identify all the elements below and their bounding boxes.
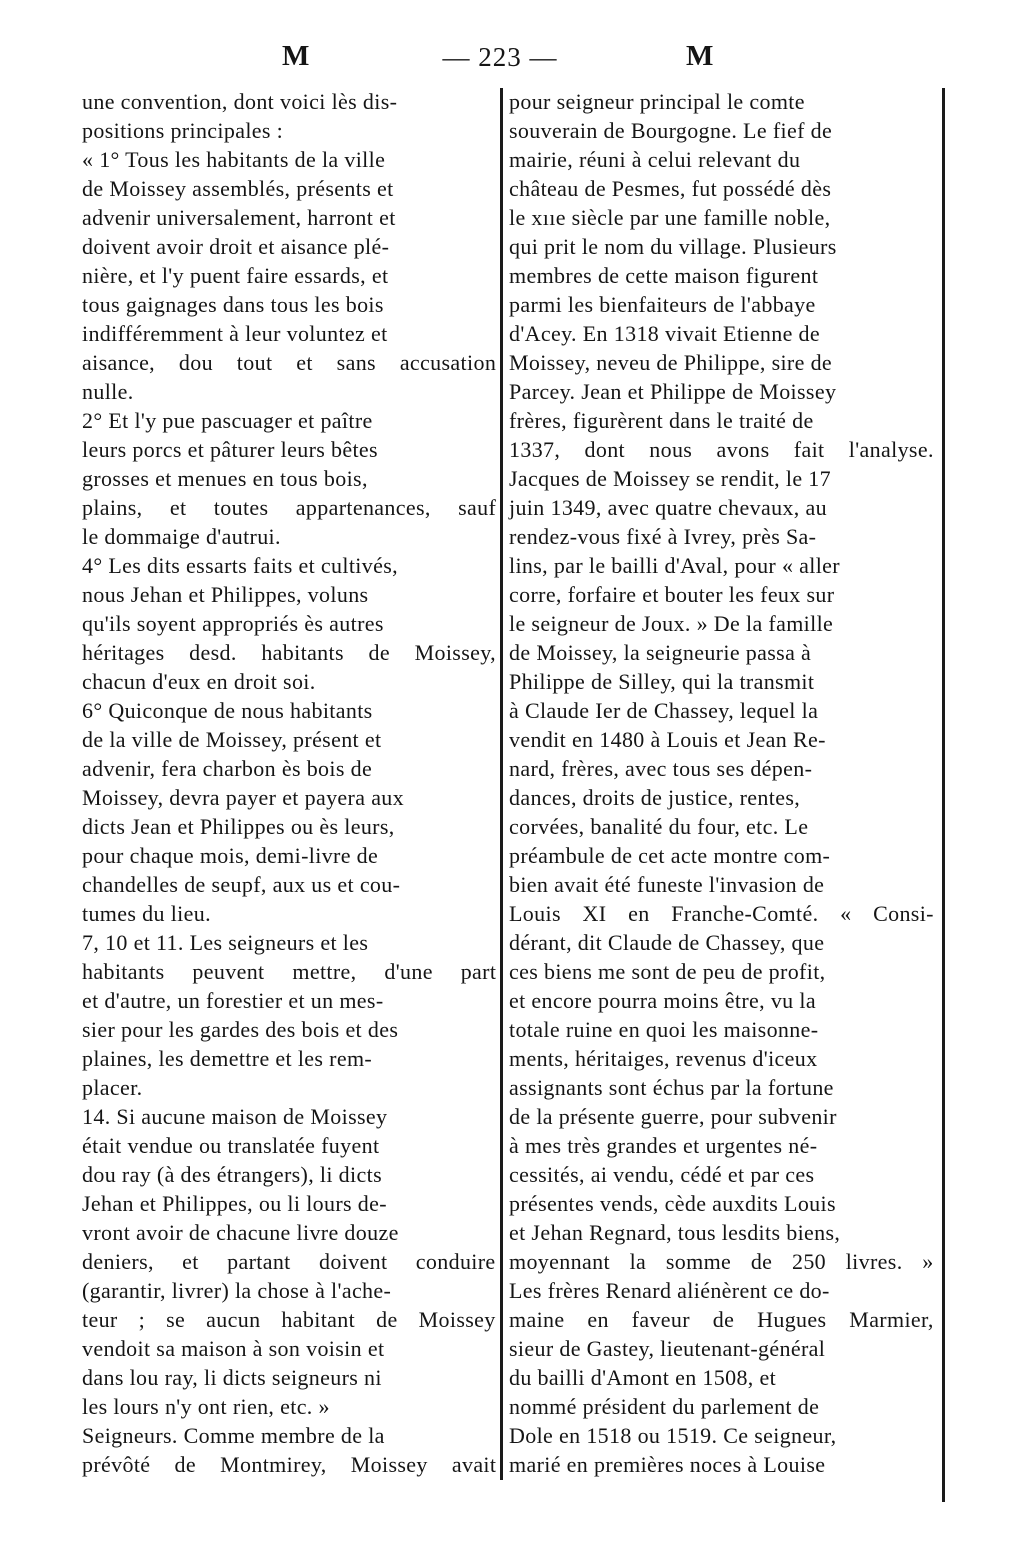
- running-head-left: M: [282, 40, 310, 72]
- text-line: assignants sont échus par la fortune: [509, 1075, 834, 1100]
- right-text-column: [509, 87, 934, 1479]
- text-line: moyennant la somme de 250 livres. »: [509, 1249, 934, 1274]
- text-line: cessités, ai vendu, cédé et par ces: [509, 1162, 815, 1187]
- text-line: tumes du lieu.: [82, 901, 211, 926]
- left-text-column: [82, 87, 496, 1479]
- text-line: pour chaque mois, demi-livre de: [82, 843, 379, 868]
- text-line: chacun d'eux en droit soi.: [82, 669, 316, 694]
- text-line: présentes vends, cède auxdits Louis: [509, 1191, 836, 1216]
- text-line: indifféremment à leur voluntez et: [82, 321, 388, 346]
- text-line: Parcey. Jean et Philippe de Moissey: [509, 379, 837, 404]
- text-line: et encore pourra moins être, vu la: [509, 988, 816, 1013]
- text-line: pour seigneur principal le comte: [509, 89, 805, 114]
- text-line: ments, héritaiges, revenus d'iceux: [509, 1046, 818, 1071]
- text-line: le seigneur de Joux. » De la famille: [509, 611, 834, 636]
- text-line: maine en faveur de Hugues Marmier,: [509, 1307, 934, 1332]
- text-line: 14. Si aucune maison de Moissey: [82, 1104, 388, 1129]
- text-line: sier pour les gardes des bois et des: [82, 1017, 399, 1042]
- text-line: lins, par le bailli d'Aval, pour « aller: [509, 553, 840, 578]
- text-line: nard, frères, avec tous ses dépen-: [509, 756, 813, 781]
- text-line: nière, et l'y puent faire essards, et: [82, 263, 389, 288]
- text-line: de la présente guerre, pour subvenir: [509, 1104, 837, 1129]
- text-line: qui prit le nom du village. Plusieurs: [509, 234, 837, 259]
- text-line: mairie, réuni à celui relevant du: [509, 147, 801, 172]
- text-line: Seigneurs. Comme membre de la: [82, 1423, 385, 1448]
- text-line: était vendue ou translatée fuyent: [82, 1133, 380, 1158]
- text-line: souverain de Bourgogne. Le fief de: [509, 118, 833, 143]
- text-line: de Moissey, la seigneurie passa à: [509, 640, 812, 665]
- text-line: 6° Quiconque de nous habitants: [82, 698, 373, 723]
- text-line: d'Acey. En 1318 vivait Etienne de: [509, 321, 820, 346]
- text-line: préambule de cet acte montre com-: [509, 843, 831, 868]
- text-line: nommé président du parlement de: [509, 1394, 820, 1419]
- page-number: — 223 —: [442, 42, 558, 72]
- text-line: membres de cette maison figurent: [509, 263, 819, 288]
- text-line: teur ; se aucun habitant de Moissey: [82, 1307, 496, 1332]
- text-line: advenir, fera charbon ès bois de: [82, 756, 373, 781]
- text-line: plaines, les demettre et les rem-: [82, 1046, 373, 1071]
- text-line: bien avait été funeste l'invasion de: [509, 872, 825, 897]
- text-line: Dole en 1518 ou 1519. Ce seigneur,: [509, 1423, 837, 1448]
- text-line: et d'autre, un forestier et un mes-: [82, 988, 384, 1013]
- text-line: sieur de Gastey, lieutenant-général: [509, 1336, 826, 1361]
- text-line: grosses et menues en tous bois,: [82, 466, 368, 491]
- text-line: le xııe siècle par une famille noble,: [509, 205, 831, 230]
- text-line: 2° Et l'y pue pascuager et paître: [82, 408, 373, 433]
- text-line: 4° Les dits essarts faits et cultivés,: [82, 553, 398, 578]
- text-line: vendoit sa maison à son voisin et: [82, 1336, 385, 1361]
- text-line: deniers, et partant doivent conduire: [82, 1249, 496, 1274]
- text-line: vendit en 1480 à Louis et Jean Re-: [509, 727, 826, 752]
- text-line: corvées, banalité du four, etc. Le: [509, 814, 809, 839]
- text-line: tous gaignages dans tous les bois: [82, 292, 384, 317]
- text-line: chandelles de seupf, aux us et cou-: [82, 872, 401, 897]
- text-line: dérant, dit Claude de Chassey, que: [509, 930, 825, 955]
- text-line: ces biens me sont de peu de profit,: [509, 959, 826, 984]
- text-line: marié en premières noces à Louise: [509, 1452, 826, 1477]
- text-line: dicts Jean et Philippes ou ès leurs,: [82, 814, 395, 839]
- text-line: et Jehan Regnard, tous lesdits biens,: [509, 1220, 841, 1245]
- text-line: habitants peuvent mettre, d'une part: [82, 959, 497, 984]
- text-line: juin 1349, avec quatre chevaux, au: [509, 495, 827, 520]
- text-line: dances, droits de justice, rentes,: [509, 785, 801, 810]
- text-line: « 1° Tous les habitants de la ville: [82, 147, 386, 172]
- text-line: Moissey, devra payer et payera aux: [82, 785, 405, 810]
- text-line: rendez-vous fixé à Ivrey, près Sa-: [509, 524, 817, 549]
- text-line: nulle.: [82, 379, 134, 404]
- text-line: Jacques de Moissey se rendit, le 17: [509, 466, 832, 491]
- text-line: Jehan et Philippes, ou li lours de-: [82, 1191, 387, 1216]
- text-line: Les frères Renard aliénèrent ce do-: [509, 1278, 830, 1303]
- column-divider: [500, 88, 503, 1480]
- text-line: advenir universalement, harront et: [82, 205, 396, 230]
- text-line: frères, figurèrent dans le traité de: [509, 408, 814, 433]
- text-line: à mes très grandes et urgentes né-: [509, 1133, 818, 1158]
- text-line: plains, et toutes appartenances, sauf: [82, 495, 497, 520]
- text-line: 7, 10 et 11. Les seigneurs et les: [82, 930, 369, 955]
- text-line: prévôté de Montmirey, Moissey avait: [82, 1452, 497, 1477]
- text-line: les lours n'y ont rien, etc. »: [82, 1394, 330, 1419]
- text-line: leurs porcs et pâturer leurs bêtes: [82, 437, 378, 462]
- page-header: [0, 40, 1024, 84]
- text-line: dou ray (à des étrangers), li dicts: [82, 1162, 382, 1187]
- right-margin-rule: [942, 88, 945, 1502]
- text-line: (garantir, livrer) la chose à l'ache-: [82, 1278, 392, 1303]
- text-line: aisance, dou tout et sans accusation: [82, 350, 497, 375]
- running-head-right: M: [686, 40, 714, 72]
- text-line: de la ville de Moissey, présent et: [82, 727, 382, 752]
- text-line: Louis XI en Franche-Comté. « Consi-: [509, 901, 934, 926]
- text-line: totale ruine en quoi les maisonne-: [509, 1017, 819, 1042]
- text-line: Moissey, neveu de Philippe, sire de: [509, 350, 833, 375]
- text-line: le dommaige d'autrui.: [82, 524, 281, 549]
- text-line: héritages desd. habitants de Moissey,: [82, 640, 497, 665]
- text-line: Philippe de Silley, qui la transmit: [509, 669, 815, 694]
- text-line: château de Pesmes, fut possédé dès: [509, 176, 832, 201]
- text-line: positions principales :: [82, 118, 284, 143]
- text-line: qu'ils soyent appropriés ès autres: [82, 611, 384, 636]
- text-line: nous Jehan et Philippes, voluns: [82, 582, 369, 607]
- text-line: du bailli d'Amont en 1508, et: [509, 1365, 777, 1390]
- text-line: de Moissey assemblés, présents et: [82, 176, 394, 201]
- text-line: dans lou ray, li dicts seigneurs ni: [82, 1365, 382, 1390]
- text-line: vront avoir de chacune livre douze: [82, 1220, 399, 1245]
- text-line: parmi les bienfaiteurs de l'abbaye: [509, 292, 816, 317]
- text-line: doivent avoir droit et aisance plé-: [82, 234, 390, 259]
- text-line: 1337, dont nous avons fait l'analyse.: [509, 437, 934, 462]
- text-line: une convention, dont voici lès dis-: [82, 89, 398, 114]
- text-line: placer.: [82, 1075, 143, 1100]
- text-line: à Claude Ier de Chassey, lequel la: [509, 698, 819, 723]
- text-line: corre, forfaire et bouter les feux sur: [509, 582, 835, 607]
